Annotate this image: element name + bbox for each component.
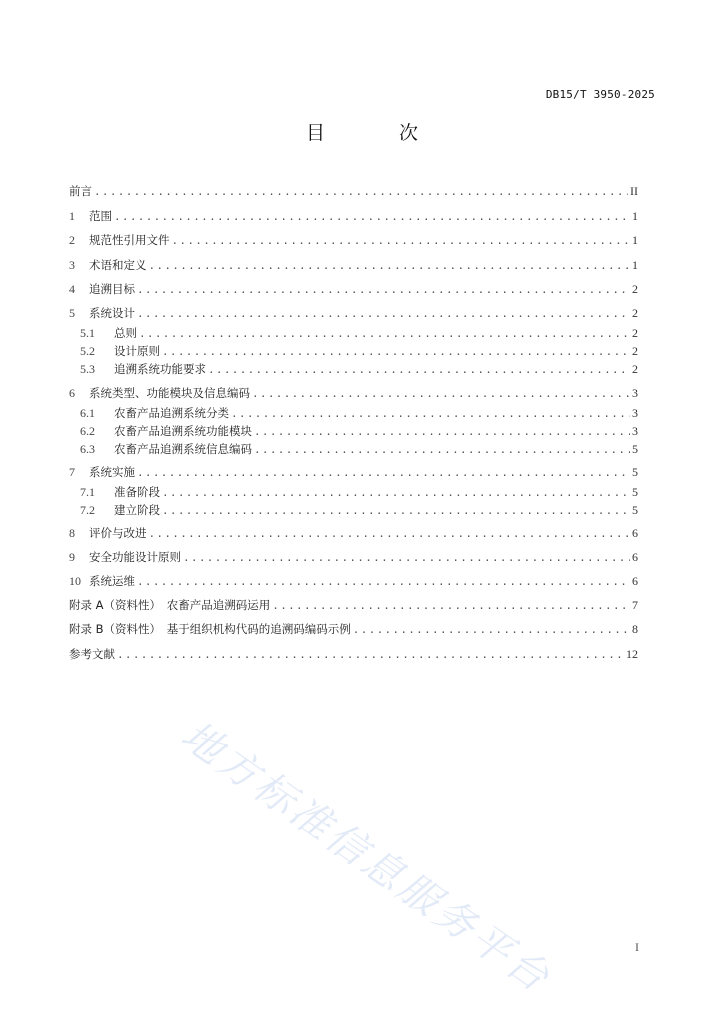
toc-entry-page: 12	[626, 647, 638, 661]
toc-entry-label: 安全功能设计原则	[89, 550, 181, 564]
toc-entry-label: 农畜产品追溯系统功能模块	[114, 424, 252, 438]
toc-entry-label: 系统实施	[89, 465, 135, 479]
toc-leader-dots	[139, 326, 630, 342]
toc-entry-label: 范围	[89, 209, 112, 223]
toc-entry-page: 3	[632, 386, 638, 400]
toc-leader-dots	[172, 233, 631, 249]
toc-entry-page: 1	[632, 258, 638, 272]
toc-entry[interactable]	[69, 646, 638, 662]
toc-entry-label: 术语和定义	[89, 258, 147, 272]
toc-leader-dots	[114, 209, 630, 225]
toc-entry-number: 9	[69, 550, 75, 564]
toc-entry[interactable]	[69, 361, 638, 377]
toc-entry-label: 农畜产品追溯系统信息编码	[114, 442, 252, 456]
standard-code: DB15/T 3950-2025	[545, 88, 655, 101]
toc-entry-page: 6	[632, 550, 638, 564]
toc-entry[interactable]	[69, 525, 638, 541]
toc-entry-number: 5.2	[80, 344, 95, 358]
toc-entry-number: 5.1	[80, 326, 95, 340]
toc-entry[interactable]	[69, 502, 638, 518]
toc-entry-label: 前言	[69, 184, 92, 198]
toc-entry-page: 5	[632, 503, 638, 517]
toc-entry-number: 1	[69, 209, 75, 223]
toc-entry-label: 附录 A（资料性） 农畜产品追溯码运用	[69, 598, 271, 612]
toc-entry-label: 设计原则	[114, 344, 160, 358]
toc-entry-page: 2	[632, 306, 638, 320]
toc-entry[interactable]	[69, 464, 638, 480]
toc-entry-number: 2	[69, 233, 75, 247]
toc-leader-dots	[117, 647, 624, 663]
toc-entry[interactable]	[69, 325, 638, 341]
toc-entry[interactable]	[69, 441, 638, 457]
toc-leader-dots	[94, 184, 628, 200]
toc-entry-number: 3	[69, 258, 75, 272]
toc-entry[interactable]	[69, 621, 638, 637]
toc-entry-page: 2	[632, 326, 638, 340]
toc-entry-label: 追溯目标	[89, 282, 135, 296]
toc-entry[interactable]	[69, 343, 638, 359]
toc-entry-page: 3	[632, 424, 638, 438]
toc-entry-page: 6	[632, 574, 638, 588]
toc-entry-label: 附录 B（资料性） 基于组织机构代码的追溯码编码示例	[69, 622, 351, 636]
toc-leader-dots	[162, 485, 630, 501]
toc-entry[interactable]	[69, 597, 638, 613]
toc-entry-page: II	[630, 184, 638, 198]
toc-entry-page: 3	[632, 406, 638, 420]
toc-entry-page: 5	[632, 485, 638, 499]
toc-entry-label: 规范性引用文件	[89, 233, 170, 247]
toc-leader-dots	[353, 622, 630, 638]
toc-entry-label: 农畜产品追溯系统分类	[114, 406, 229, 420]
toc-entry[interactable]	[69, 183, 638, 199]
toc-entry-page: 2	[632, 362, 638, 376]
toc-leader-dots	[254, 442, 630, 458]
toc-leader-dots	[252, 386, 630, 402]
watermark: 地方标准信息服务平台	[172, 712, 560, 1003]
toc-entry-number: 6.2	[80, 424, 95, 438]
toc-leader-dots	[149, 526, 631, 542]
toc-entry-number: 6.1	[80, 406, 95, 420]
toc-entry[interactable]	[69, 549, 638, 565]
toc-entry[interactable]	[69, 232, 638, 248]
toc-entry-number: 5	[69, 306, 75, 320]
toc-entry-label: 建立阶段	[114, 503, 160, 517]
toc-entry-number: 7.1	[80, 485, 95, 499]
toc-leader-dots	[183, 550, 630, 566]
toc-entry-page: 8	[632, 622, 638, 636]
toc-entry-label: 系统类型、功能模块及信息编码	[89, 386, 250, 400]
toc-leader-dots	[162, 503, 630, 519]
toc-entry-page: 5	[632, 442, 638, 456]
toc-entry-label: 追溯系统功能要求	[114, 362, 206, 376]
toc-leader-dots	[162, 344, 630, 360]
toc-entry-number: 7.2	[80, 503, 95, 517]
toc-entry-number: 10	[69, 574, 81, 588]
toc-entry-number: 8	[69, 526, 75, 540]
toc-entry[interactable]	[69, 573, 638, 589]
toc-entry[interactable]	[69, 385, 638, 401]
toc-leader-dots	[137, 465, 630, 481]
toc-entry[interactable]	[69, 208, 638, 224]
toc-entry-number: 7	[69, 465, 75, 479]
page-number: I	[635, 940, 639, 954]
toc-entry-page: 1	[632, 233, 638, 247]
toc-leader-dots	[149, 258, 631, 274]
toc-entry-label: 总则	[114, 326, 137, 340]
toc-entry-label: 评价与改进	[89, 526, 147, 540]
toc-entry-label: 准备阶段	[114, 485, 160, 499]
toc-entry-number: 6	[69, 386, 75, 400]
toc-entry[interactable]	[69, 423, 638, 439]
toc-leader-dots	[254, 424, 630, 440]
toc-entry[interactable]	[69, 305, 638, 321]
toc-entry[interactable]	[69, 257, 638, 273]
toc-entry-page: 7	[632, 598, 638, 612]
toc-entry-page: 1	[632, 209, 638, 223]
toc-leader-dots	[231, 406, 630, 422]
toc-entry-page: 2	[632, 344, 638, 358]
toc-leader-dots	[208, 362, 630, 378]
toc-entry-label: 参考文献	[69, 647, 115, 661]
toc-entry-page: 2	[632, 282, 638, 296]
toc-entry-number: 6.3	[80, 442, 95, 456]
toc-entry-number: 4	[69, 282, 75, 296]
toc-entry-label: 系统运维	[89, 574, 135, 588]
toc-entry-label: 系统设计	[89, 306, 135, 320]
toc-entry[interactable]	[69, 484, 638, 500]
toc-entry-page: 6	[632, 526, 638, 540]
toc-entry-page: 5	[632, 465, 638, 479]
toc-leader-dots	[137, 282, 630, 298]
page-title: 目 次	[305, 122, 453, 144]
toc-entry[interactable]	[69, 405, 638, 421]
toc-leader-dots	[137, 574, 630, 590]
toc-leader-dots	[272, 598, 630, 614]
toc-entry-number: 5.3	[80, 362, 95, 376]
toc-entry[interactable]	[69, 281, 638, 297]
toc-leader-dots	[137, 306, 630, 322]
